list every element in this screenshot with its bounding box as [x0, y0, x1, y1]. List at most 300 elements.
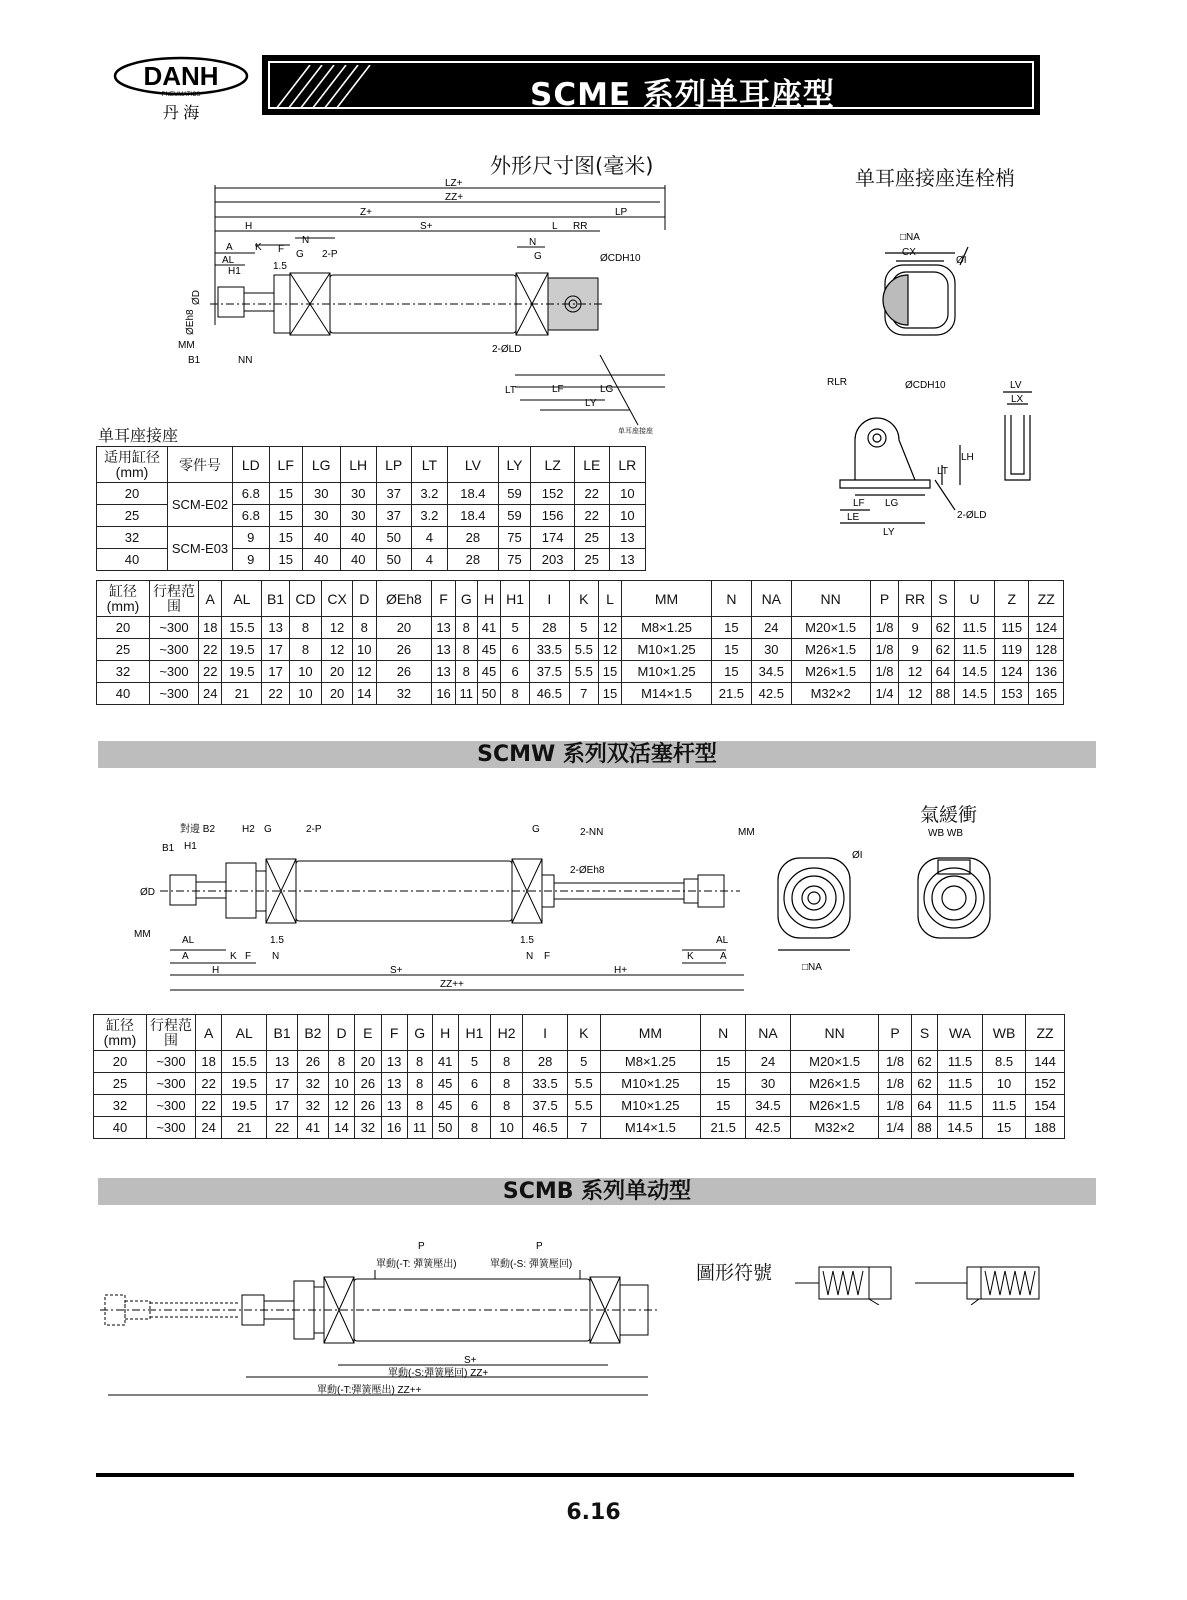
col-0: 缸径(mm) [97, 581, 150, 617]
table-cell: 26 [376, 661, 432, 683]
w-dim-b1: B1 [162, 843, 175, 854]
table-cell: 25 [94, 1073, 147, 1095]
dim-15: 1.5 [273, 261, 287, 272]
table-cell: 8 [491, 1073, 523, 1095]
bracket-cell-lh: 40 [340, 527, 376, 549]
table-cell: 14.5 [955, 661, 995, 683]
table-cell: 10 [328, 1073, 354, 1095]
bracket-cell-lg: 30 [302, 483, 340, 505]
table-cell: 5 [569, 617, 598, 639]
table-cell: 11 [455, 683, 477, 705]
bracket-bore: 20 [97, 483, 168, 505]
col-18: NN [790, 1015, 878, 1051]
table-cell: M10×1.25 [600, 1073, 701, 1095]
col-11: H1 [458, 1015, 490, 1051]
page-number: 6.16 [566, 1500, 621, 1525]
scmb-symbol-label: 圖形符號 [696, 1262, 773, 1284]
bracket-cell-ld: 6.8 [233, 483, 270, 505]
bracket-le: LE [847, 512, 860, 523]
table-cell: 8 [328, 1051, 354, 1073]
bracket-cell-lf: 15 [269, 549, 302, 571]
w-dim-h1: H1 [184, 841, 197, 852]
table-cell: 17 [262, 661, 289, 683]
table-cell: 42.5 [751, 683, 791, 705]
table-cell: 1/4 [879, 1117, 911, 1139]
table-cell: 11 [407, 1117, 432, 1139]
table-cell: ~300 [147, 1073, 196, 1095]
col-4: B1 [262, 581, 289, 617]
table-cell: 1/8 [870, 661, 899, 683]
bracket-cell-ly: 75 [498, 527, 531, 549]
table-cell: 13 [432, 617, 455, 639]
scme-bracket-detail [825, 370, 1065, 545]
bracket-part: SCM-E02 [168, 483, 233, 527]
table-cell: 20 [322, 683, 353, 705]
table-cell: 15 [711, 661, 751, 683]
dim-d: ØD [191, 290, 202, 305]
dim-a: A [226, 242, 233, 253]
dim-n2: N [529, 237, 537, 248]
table-cell: M26×1.5 [791, 639, 870, 661]
bracket-row [97, 527, 646, 549]
table-cell: 8 [501, 683, 530, 705]
bracket-cell-lr: 10 [609, 483, 645, 505]
table-cell: 6 [501, 639, 530, 661]
col-12: H2 [491, 1015, 523, 1051]
col-6: D [328, 1015, 354, 1051]
table-cell: 34.5 [751, 661, 791, 683]
col-part: 零件号 [168, 447, 233, 483]
table-cell: 17 [267, 1073, 298, 1095]
bracket-cell-le: 22 [574, 505, 609, 527]
table-cell: 14 [353, 683, 376, 705]
table-cell: M26×1.5 [790, 1073, 878, 1095]
bracket-bore: 32 [97, 527, 168, 549]
table-cell: 15 [701, 1095, 746, 1117]
bracket-cell-lv: 28 [448, 549, 498, 571]
table-cell: 8 [458, 1117, 490, 1139]
b-dim-zz-t: 單動(-T:彈簧壓出) ZZ++ [317, 1385, 422, 1396]
bracket-cell-lg: 30 [302, 505, 340, 527]
table-cell: 15 [701, 1073, 746, 1095]
table-cell: 152 [1026, 1073, 1065, 1095]
w-dim-d: ØD [140, 887, 155, 898]
table-cell: 32 [376, 683, 432, 705]
bracket-cell-lt: 4 [411, 549, 448, 571]
bracket-lh: LH [961, 452, 974, 463]
table-cell: 11.5 [938, 1095, 983, 1117]
table-cell: 1/8 [870, 639, 899, 661]
dim-z: Z+ [360, 207, 372, 218]
bracket-cell-lh: 30 [340, 483, 376, 505]
table-cell: 24 [751, 617, 791, 639]
bracket-cell-lr: 13 [609, 549, 645, 571]
table-cell: 22 [267, 1117, 298, 1139]
table-cell: 11.5 [955, 617, 995, 639]
bracket-cell-lg: 40 [302, 549, 340, 571]
table-cell: 8 [455, 661, 477, 683]
table-cell: 22 [196, 1073, 222, 1095]
table-cell: 16 [381, 1117, 407, 1139]
bracket-cell-ly: 75 [498, 549, 531, 571]
bracket-lt: LT [937, 466, 948, 477]
table-cell: 64 [911, 1095, 937, 1117]
table-cell: 62 [931, 617, 954, 639]
table-row [94, 1073, 1065, 1095]
b-dim-zz-s: 單動(-S:彈簧壓回) ZZ+ [388, 1368, 489, 1379]
table-cell: M8×1.25 [600, 1051, 701, 1073]
dim-zz: ZZ+ [445, 192, 464, 203]
table-cell: 30 [751, 639, 791, 661]
bracket-row [97, 483, 646, 505]
table-cell: ~300 [150, 683, 199, 705]
bracket-cell-ld: 9 [233, 527, 270, 549]
page-title: SCME 系列单耳座型 [530, 77, 835, 113]
col-ly: LY [498, 447, 531, 483]
table-cell: 14 [328, 1117, 354, 1139]
dim-k: K [255, 242, 262, 253]
col-9: G [407, 1015, 432, 1051]
w-dim-g: G [264, 824, 272, 835]
table-cell: 144 [1026, 1051, 1065, 1073]
scmb-symbols [795, 1255, 1050, 1305]
table-cell: 33.5 [529, 639, 569, 661]
table-cell: M26×1.5 [790, 1095, 878, 1117]
col-25: ZZ [1029, 581, 1064, 617]
b-dim-p1: P [418, 1241, 425, 1252]
table-cell: M10×1.25 [600, 1095, 701, 1117]
w-dim-a: A [182, 951, 189, 962]
header-stripes [272, 65, 392, 109]
dim-l: L [552, 221, 558, 232]
w-end-na: □NA [802, 962, 822, 973]
w-dim-zz: ZZ++ [440, 979, 464, 990]
scmb-section-title: SCMB 系列单动型 [98, 1178, 1096, 1205]
bracket-cell-lv: 18.4 [448, 483, 498, 505]
bracket-cell-lp: 37 [376, 483, 411, 505]
table-cell: 165 [1029, 683, 1064, 705]
table-cell: M14×1.5 [600, 1117, 701, 1139]
table-cell: 24 [746, 1051, 791, 1073]
bracket-table-label: 单耳座接座 [98, 426, 179, 445]
dim-h: H [245, 221, 253, 232]
table-cell: 13 [381, 1073, 407, 1095]
table-cell: 15 [598, 661, 621, 683]
table-cell: 8 [407, 1051, 432, 1073]
table-cell: 30 [746, 1073, 791, 1095]
bracket-cell-lh: 40 [340, 549, 376, 571]
table-cell: 8 [455, 617, 477, 639]
col-lr: LR [609, 447, 645, 483]
scmw-cushion-label: 氣緩衝 [920, 804, 978, 826]
table-cell: 13 [262, 617, 289, 639]
bracket-cell-lz: 156 [531, 505, 575, 527]
bracket-cell-lz: 152 [531, 483, 575, 505]
table-cell: 37.5 [523, 1095, 568, 1117]
table-cell: 34.5 [746, 1095, 791, 1117]
table-cell: ~300 [150, 639, 199, 661]
bracket-cell-lh: 30 [340, 505, 376, 527]
table-cell: 21 [222, 683, 262, 705]
table-cell: 64 [931, 661, 954, 683]
table-cell: 1/8 [879, 1095, 911, 1117]
table-cell: 21.5 [701, 1117, 746, 1139]
bracket-cell-lr: 10 [609, 505, 645, 527]
table-cell: 41 [432, 1051, 458, 1073]
scme-pin-title: 单耳座接座连栓梢 [855, 166, 1015, 190]
col-2: A [196, 1015, 222, 1051]
table-cell: 153 [995, 683, 1029, 705]
table-cell: ~300 [147, 1051, 196, 1073]
table-cell: 41 [477, 617, 500, 639]
table-cell: 32 [297, 1095, 328, 1117]
table-cell: 124 [1029, 617, 1064, 639]
dim-ld: 2-ØLD [492, 344, 522, 355]
col-9: F [432, 581, 455, 617]
table-row [97, 661, 1064, 683]
table-cell: 18 [196, 1051, 222, 1073]
bracket-lx: LX [1011, 394, 1024, 405]
col-21: WA [938, 1015, 983, 1051]
scmw-section-title: SCMW 系列双活塞杆型 [98, 741, 1096, 768]
w-dim-h: H [212, 965, 220, 976]
table-cell: 14.5 [955, 683, 995, 705]
w-dim-mm2: MM [134, 929, 151, 940]
bracket-ld: 2-ØLD [957, 510, 987, 521]
table-cell: 11.5 [955, 639, 995, 661]
dim-lt: LT [505, 385, 516, 396]
bracket-cdh: ØCDH10 [905, 380, 946, 391]
w-dim-f2: F [544, 951, 551, 962]
table-cell: 8 [289, 639, 321, 661]
w-dim-f: F [245, 951, 252, 962]
table-cell: 12 [353, 661, 376, 683]
bracket-cell-lt: 3.2 [411, 505, 448, 527]
dim-nn: NN [238, 355, 253, 366]
col-12: H1 [501, 581, 530, 617]
bracket-cell-lr: 13 [609, 527, 645, 549]
bracket-lg: LG [885, 498, 899, 509]
scme-drawing-title: 外形尺寸图(毫米) [490, 154, 654, 178]
footer-rule [96, 1473, 1074, 1477]
bracket-cell-lv: 28 [448, 527, 498, 549]
table-cell: M20×1.5 [791, 617, 870, 639]
bracket-note: 单耳座接座 [618, 428, 653, 435]
dim-al: AL [222, 255, 235, 266]
col-14: K [568, 1015, 600, 1051]
table-cell: ~300 [150, 617, 199, 639]
table-cell: 12 [598, 617, 621, 639]
table-cell: 13 [432, 661, 455, 683]
bracket-cell-ld: 9 [233, 549, 270, 571]
bracket-cell-lz: 203 [531, 549, 575, 571]
table-cell: 22 [262, 683, 289, 705]
table-cell: 32 [355, 1117, 381, 1139]
col-21: RR [899, 581, 931, 617]
dim-b1: B1 [188, 355, 201, 366]
table-cell: ~300 [147, 1095, 196, 1117]
table-cell: 6 [501, 661, 530, 683]
table-cell: 13 [381, 1095, 407, 1117]
col-16: N [701, 1015, 746, 1051]
col-5: CD [289, 581, 321, 617]
bracket-cell-ly: 59 [498, 483, 531, 505]
table-cell: 9 [899, 639, 931, 661]
bracket-cell-lg: 40 [302, 527, 340, 549]
col-24: Z [995, 581, 1029, 617]
table-cell: 42.5 [746, 1117, 791, 1139]
dim-g2: G [534, 251, 542, 262]
table-cell: 1/8 [879, 1051, 911, 1073]
table-cell: M14×1.5 [622, 683, 712, 705]
table-cell: 12 [899, 661, 931, 683]
table-cell: M10×1.25 [622, 639, 712, 661]
table-cell: 11.5 [938, 1073, 983, 1095]
table-cell: 19.5 [222, 639, 262, 661]
col-8: F [381, 1015, 407, 1051]
w-dim-k2: K [687, 951, 694, 962]
col-17: N [711, 581, 751, 617]
col-3: AL [222, 1015, 267, 1051]
col-3: AL [222, 581, 262, 617]
dim-f: F [278, 244, 285, 255]
col-lp: LP [376, 447, 411, 483]
table-cell: 13 [267, 1051, 298, 1073]
table-cell: 15 [701, 1051, 746, 1073]
dim-s: S+ [420, 221, 433, 232]
table-cell: 62 [911, 1051, 937, 1073]
w-dim-hplus: H+ [614, 965, 628, 976]
table-cell: 50 [477, 683, 500, 705]
table-cell: 115 [995, 617, 1029, 639]
col-5: B2 [297, 1015, 328, 1051]
w-dim-eh8: 2-ØEh8 [570, 865, 605, 876]
bracket-rlr: RLR [827, 377, 848, 388]
table-cell: 6 [458, 1095, 490, 1117]
table-cell: 11.5 [938, 1051, 983, 1073]
col-11: H [477, 581, 500, 617]
table-cell: 19.5 [222, 1073, 267, 1095]
table-cell: 45 [432, 1095, 458, 1117]
logo-text: DANH [143, 61, 219, 91]
bracket-cell-le: 25 [574, 527, 609, 549]
table-cell: 154 [1026, 1095, 1065, 1117]
w-dim-p: 2-P [306, 824, 322, 835]
bracket-cell-lf: 15 [269, 483, 302, 505]
table-cell: M10×1.25 [622, 661, 712, 683]
bracket-bore: 25 [97, 505, 168, 527]
col-19: NN [791, 581, 870, 617]
table-cell: 26 [297, 1051, 328, 1073]
scme-spec-table [96, 580, 1064, 705]
table-cell: 7 [568, 1117, 600, 1139]
table-cell: 13 [381, 1051, 407, 1073]
table-cell: 188 [1026, 1117, 1065, 1139]
table-cell: 28 [523, 1051, 568, 1073]
w-dim-mm: MM [738, 827, 755, 838]
table-cell: 1/4 [870, 683, 899, 705]
table-cell: 50 [432, 1117, 458, 1139]
table-cell: 37.5 [529, 661, 569, 683]
dim-lg: LG [600, 384, 614, 395]
table-cell: 46.5 [523, 1117, 568, 1139]
scme-main-drawing [160, 175, 680, 440]
table-cell: 25 [97, 639, 150, 661]
col-22: WB [982, 1015, 1025, 1051]
w-dim-n: N [272, 951, 280, 962]
table-cell: 8 [353, 617, 376, 639]
col-10: H [432, 1015, 458, 1051]
col-15: MM [600, 1015, 701, 1051]
table-cell: M32×2 [791, 683, 870, 705]
col-14: K [569, 581, 598, 617]
table-cell: 14.5 [938, 1117, 983, 1139]
col-lt: LT [411, 447, 448, 483]
bracket-lf: LF [853, 498, 865, 509]
table-cell: 20 [376, 617, 432, 639]
col-13: I [529, 581, 569, 617]
table-cell: 45 [477, 639, 500, 661]
table-cell: 8 [407, 1095, 432, 1117]
bracket-cell-ly: 59 [498, 505, 531, 527]
col-23: ZZ [1026, 1015, 1065, 1051]
table-cell: 9 [899, 617, 931, 639]
w-dim-g2: G [532, 824, 540, 835]
w-dim-al2: AL [716, 935, 729, 946]
w-dim-nn: 2-NN [580, 827, 604, 838]
table-cell: 5 [501, 617, 530, 639]
pin-i: ØI [956, 255, 967, 266]
b-dim-p2: P [536, 1241, 543, 1252]
logo-cn: 丹 海 [162, 105, 200, 122]
table-row [94, 1117, 1065, 1139]
table-cell: 10 [289, 661, 321, 683]
col-le: LE [574, 447, 609, 483]
table-cell: ~300 [150, 661, 199, 683]
w-dim-15: 1.5 [270, 935, 284, 946]
bracket-cell-lp: 50 [376, 549, 411, 571]
table-cell: 17 [262, 639, 289, 661]
table-cell: 22 [199, 639, 222, 661]
col-20: P [870, 581, 899, 617]
table-cell: 40 [94, 1117, 147, 1139]
table-cell: 13 [432, 639, 455, 661]
dim-lz: LZ+ [445, 178, 463, 189]
table-cell: 19.5 [222, 661, 262, 683]
col-lf: LF [269, 447, 302, 483]
col-lz: LZ [531, 447, 575, 483]
col-4: B1 [267, 1015, 298, 1051]
table-cell: 5 [568, 1051, 600, 1073]
table-cell: 45 [477, 661, 500, 683]
table-cell: 15 [711, 617, 751, 639]
table-cell: 15.5 [222, 617, 262, 639]
logo-subtext: PNEUMATICS [161, 92, 201, 98]
table-cell: 20 [322, 661, 353, 683]
table-cell: 62 [931, 639, 954, 661]
header-bar [262, 55, 1040, 115]
table-cell: 33.5 [523, 1073, 568, 1095]
scmb-drawing [100, 1235, 670, 1415]
col-17: NA [746, 1015, 791, 1051]
b-dim-t-note: 單動(-T: 彈簧壓出) [376, 1259, 457, 1270]
table-cell: 119 [995, 639, 1029, 661]
table-cell: 6 [458, 1073, 490, 1095]
w-dim-b2: 對邊 B2 [180, 824, 216, 835]
dim-n: N [302, 235, 310, 246]
bracket-cell-ld: 6.8 [233, 505, 270, 527]
table-cell: 5.5 [568, 1095, 600, 1117]
